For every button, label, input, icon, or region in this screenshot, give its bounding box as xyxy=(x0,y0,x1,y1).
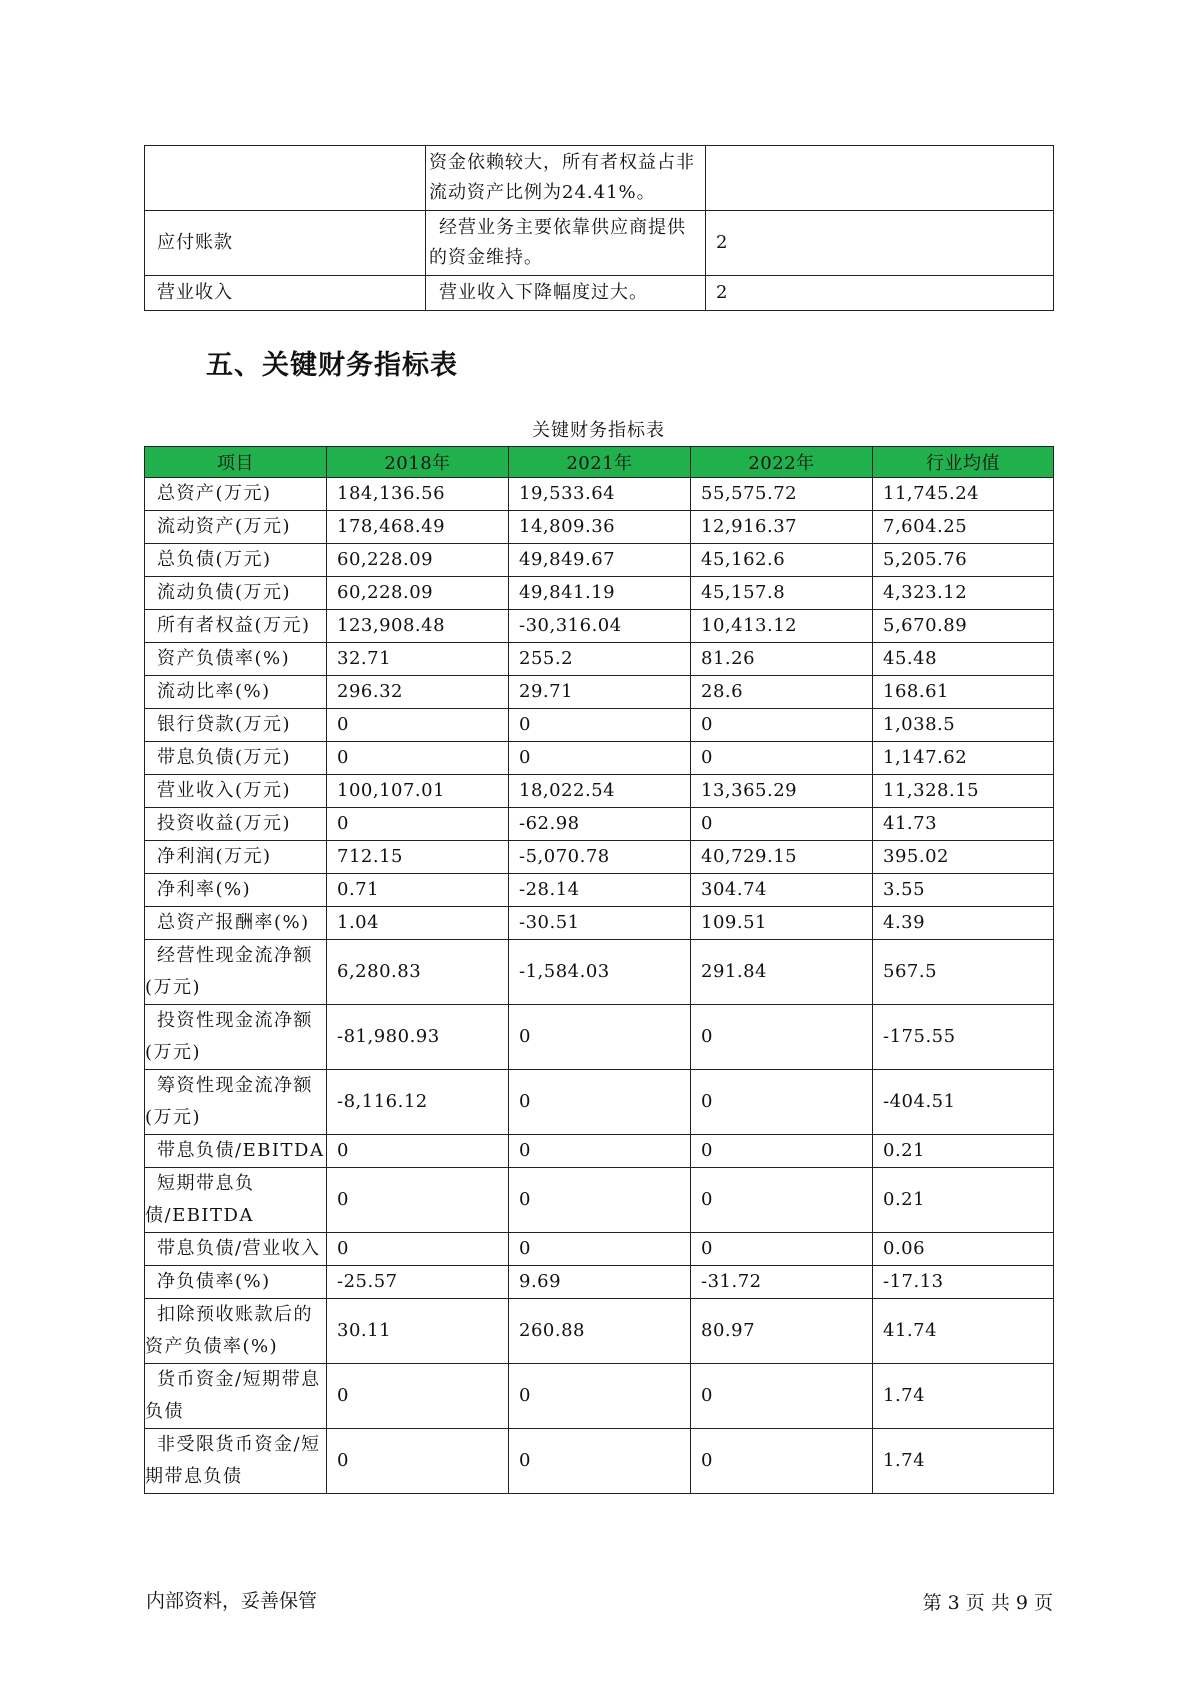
value-2021: 29.71 xyxy=(509,676,691,709)
footer-page-number: 第 3 页 共 9 页 xyxy=(922,1592,1053,1614)
table-caption: 关键财务指标表 xyxy=(532,420,665,441)
value-2018: 0 xyxy=(327,1429,509,1494)
kpi-table xyxy=(144,446,1054,1494)
table-row xyxy=(145,544,1054,577)
value-2021: -30,316.04 xyxy=(509,610,691,643)
risk-label: 营业收入 xyxy=(145,276,426,311)
value-2022: 55,575.72 xyxy=(691,478,873,511)
value-industry-avg: 41.73 xyxy=(873,808,1054,841)
kpi-item: 净利润(万元) xyxy=(145,841,327,874)
value-2022: 0 xyxy=(691,1364,873,1429)
value-industry-avg: 395.02 xyxy=(873,841,1054,874)
value-2022: 12,916.37 xyxy=(691,511,873,544)
value-2021: 19,533.64 xyxy=(509,478,691,511)
header-2022: 2022年 xyxy=(691,447,873,478)
value-2018: 0 xyxy=(327,1364,509,1429)
value-industry-avg: 5,670.89 xyxy=(873,610,1054,643)
value-2022: 40,729.15 xyxy=(691,841,873,874)
kpi-body xyxy=(145,478,1054,1494)
table-row xyxy=(145,1005,1054,1070)
value-2021: 260.88 xyxy=(509,1299,691,1364)
value-2021: -62.98 xyxy=(509,808,691,841)
value-2018: 60,228.09 xyxy=(327,544,509,577)
value-2018: -81,980.93 xyxy=(327,1005,509,1070)
value-2018: 184,136.56 xyxy=(327,478,509,511)
value-2022: 0 xyxy=(691,808,873,841)
kpi-item: 所有者权益(万元) xyxy=(145,610,327,643)
value-2022: 81.26 xyxy=(691,643,873,676)
value-2021: 0 xyxy=(509,1233,691,1266)
table-row xyxy=(145,610,1054,643)
value-2021: -1,584.03 xyxy=(509,940,691,1005)
table-row xyxy=(145,1429,1054,1494)
footer-confidential: 内部资料，妥善保管 xyxy=(146,1590,318,1612)
value-industry-avg: 0.21 xyxy=(873,1135,1054,1168)
table-row xyxy=(145,874,1054,907)
risk-label: 应付账款 xyxy=(145,211,426,276)
value-2021: 0 xyxy=(509,1364,691,1429)
value-2022: -31.72 xyxy=(691,1266,873,1299)
value-2018: 32.71 xyxy=(327,643,509,676)
table-row xyxy=(145,742,1054,775)
table-row xyxy=(145,907,1054,940)
table-row xyxy=(145,709,1054,742)
value-industry-avg: 11,328.15 xyxy=(873,775,1054,808)
kpi-item: 银行贷款(万元) xyxy=(145,709,327,742)
table-row xyxy=(145,1233,1054,1266)
value-2021: -5,070.78 xyxy=(509,841,691,874)
value-2021: 0 xyxy=(509,1005,691,1070)
kpi-header-row xyxy=(145,447,1054,478)
kpi-item: 带息负债(万元) xyxy=(145,742,327,775)
value-2022: 13,365.29 xyxy=(691,775,873,808)
value-industry-avg: 1,038.5 xyxy=(873,709,1054,742)
value-industry-avg: 1,147.62 xyxy=(873,742,1054,775)
table-row xyxy=(145,1266,1054,1299)
header-2021: 2021年 xyxy=(509,447,691,478)
value-2018: 0 xyxy=(327,1168,509,1233)
value-industry-avg: 5,205.76 xyxy=(873,544,1054,577)
value-2022: 10,413.12 xyxy=(691,610,873,643)
risk-description: 营业收入下降幅度过大。 xyxy=(426,276,706,311)
value-2022: 45,157.8 xyxy=(691,577,873,610)
value-2021: 0 xyxy=(509,1168,691,1233)
kpi-item: 带息负债/EBITDA xyxy=(145,1135,327,1168)
kpi-item: 流动比率(%) xyxy=(145,676,327,709)
value-2018: 100,107.01 xyxy=(327,775,509,808)
risk-table xyxy=(144,145,1054,311)
value-2022: 0 xyxy=(691,1070,873,1135)
value-2022: 0 xyxy=(691,1005,873,1070)
value-industry-avg: 0.06 xyxy=(873,1233,1054,1266)
kpi-item: 投资性现金流净额(万元) xyxy=(145,1005,327,1070)
value-industry-avg: 3.55 xyxy=(873,874,1054,907)
value-2018: 6,280.83 xyxy=(327,940,509,1005)
value-2018: -8,116.12 xyxy=(327,1070,509,1135)
value-industry-avg: -175.55 xyxy=(873,1005,1054,1070)
value-2018: 0 xyxy=(327,1135,509,1168)
kpi-item: 总资产(万元) xyxy=(145,478,327,511)
value-2018: 0.71 xyxy=(327,874,509,907)
value-2022: 0 xyxy=(691,742,873,775)
risk-description: 经营业务主要依靠供应商提供的资金维持。 xyxy=(426,211,706,276)
value-2018: -25.57 xyxy=(327,1266,509,1299)
risk-label xyxy=(145,146,426,211)
value-2022: 80.97 xyxy=(691,1299,873,1364)
kpi-item: 投资收益(万元) xyxy=(145,808,327,841)
table-row xyxy=(145,577,1054,610)
section-heading: 五、关键财务指标表 xyxy=(206,350,458,381)
value-industry-avg: 4,323.12 xyxy=(873,577,1054,610)
kpi-item: 流动资产(万元) xyxy=(145,511,327,544)
value-2022: 0 xyxy=(691,1429,873,1494)
value-2021: 49,841.19 xyxy=(509,577,691,610)
table-row xyxy=(145,841,1054,874)
value-2018: 712.15 xyxy=(327,841,509,874)
table-row xyxy=(145,1168,1054,1233)
value-industry-avg: 11,745.24 xyxy=(873,478,1054,511)
table-row xyxy=(145,1364,1054,1429)
kpi-item: 净利率(%) xyxy=(145,874,327,907)
header-item: 项目 xyxy=(145,447,327,478)
value-2018: 0 xyxy=(327,1233,509,1266)
value-2022: 0 xyxy=(691,709,873,742)
risk-score xyxy=(706,146,1054,211)
table-row xyxy=(145,478,1054,511)
value-2021: 255.2 xyxy=(509,643,691,676)
value-industry-avg: 1.74 xyxy=(873,1364,1054,1429)
kpi-item: 非受限货币资金/短期带息负债 xyxy=(145,1429,327,1494)
value-industry-avg: -404.51 xyxy=(873,1070,1054,1135)
value-2018: 0 xyxy=(327,709,509,742)
value-industry-avg: 168.61 xyxy=(873,676,1054,709)
value-2021: 0 xyxy=(509,709,691,742)
value-2022: 0 xyxy=(691,1135,873,1168)
table-row xyxy=(145,1070,1054,1135)
value-industry-avg: 0.21 xyxy=(873,1168,1054,1233)
kpi-item: 筹资性现金流净额(万元) xyxy=(145,1070,327,1135)
value-2018: 1.04 xyxy=(327,907,509,940)
value-2021: 0 xyxy=(509,1070,691,1135)
value-2022: 28.6 xyxy=(691,676,873,709)
kpi-item: 流动负债(万元) xyxy=(145,577,327,610)
table-row xyxy=(145,1299,1054,1364)
value-2021: 0 xyxy=(509,742,691,775)
value-2018: 123,908.48 xyxy=(327,610,509,643)
risk-score: 2 xyxy=(706,211,1054,276)
value-2021: 14,809.36 xyxy=(509,511,691,544)
header-industry-avg: 行业均值 xyxy=(873,447,1054,478)
kpi-item: 扣除预收账款后的资产负债率(%) xyxy=(145,1299,327,1364)
kpi-item: 总资产报酬率(%) xyxy=(145,907,327,940)
table-row xyxy=(145,211,1054,276)
kpi-item: 净负债率(%) xyxy=(145,1266,327,1299)
value-2018: 0 xyxy=(327,808,509,841)
table-row xyxy=(145,276,1054,311)
value-industry-avg: 4.39 xyxy=(873,907,1054,940)
kpi-item: 经营性现金流净额(万元) xyxy=(145,940,327,1005)
value-2021: 0 xyxy=(509,1135,691,1168)
value-industry-avg: 41.74 xyxy=(873,1299,1054,1364)
kpi-item: 总负债(万元) xyxy=(145,544,327,577)
kpi-item: 带息负债/营业收入 xyxy=(145,1233,327,1266)
table-row xyxy=(145,940,1054,1005)
value-2021: 0 xyxy=(509,1429,691,1494)
kpi-item: 货币资金/短期带息负债 xyxy=(145,1364,327,1429)
value-2021: 18,022.54 xyxy=(509,775,691,808)
kpi-item: 短期带息负债/EBITDA xyxy=(145,1168,327,1233)
value-industry-avg: 1.74 xyxy=(873,1429,1054,1494)
value-industry-avg: 567.5 xyxy=(873,940,1054,1005)
kpi-item: 资产负债率(%) xyxy=(145,643,327,676)
value-2018: 178,468.49 xyxy=(327,511,509,544)
table-row xyxy=(145,775,1054,808)
table-row xyxy=(145,511,1054,544)
header-2018: 2018年 xyxy=(327,447,509,478)
value-2022: 0 xyxy=(691,1168,873,1233)
value-industry-avg: 7,604.25 xyxy=(873,511,1054,544)
value-2022: 45,162.6 xyxy=(691,544,873,577)
value-2021: -30.51 xyxy=(509,907,691,940)
value-2021: 49,849.67 xyxy=(509,544,691,577)
value-2018: 0 xyxy=(327,742,509,775)
table-row xyxy=(145,146,1054,211)
value-2022: 109.51 xyxy=(691,907,873,940)
value-industry-avg: -17.13 xyxy=(873,1266,1054,1299)
table-row xyxy=(145,808,1054,841)
value-2018: 60,228.09 xyxy=(327,577,509,610)
table-row xyxy=(145,1135,1054,1168)
kpi-item: 营业收入(万元) xyxy=(145,775,327,808)
value-2022: 291.84 xyxy=(691,940,873,1005)
table-row xyxy=(145,676,1054,709)
value-2021: 9.69 xyxy=(509,1266,691,1299)
value-2018: 296.32 xyxy=(327,676,509,709)
value-2021: -28.14 xyxy=(509,874,691,907)
value-2022: 304.74 xyxy=(691,874,873,907)
value-industry-avg: 45.48 xyxy=(873,643,1054,676)
risk-score: 2 xyxy=(706,276,1054,311)
value-2022: 0 xyxy=(691,1233,873,1266)
table-row xyxy=(145,643,1054,676)
value-2018: 30.11 xyxy=(327,1299,509,1364)
risk-description: 资金依赖较大，所有者权益占非流动资产比例为24.41%。 xyxy=(426,146,706,211)
